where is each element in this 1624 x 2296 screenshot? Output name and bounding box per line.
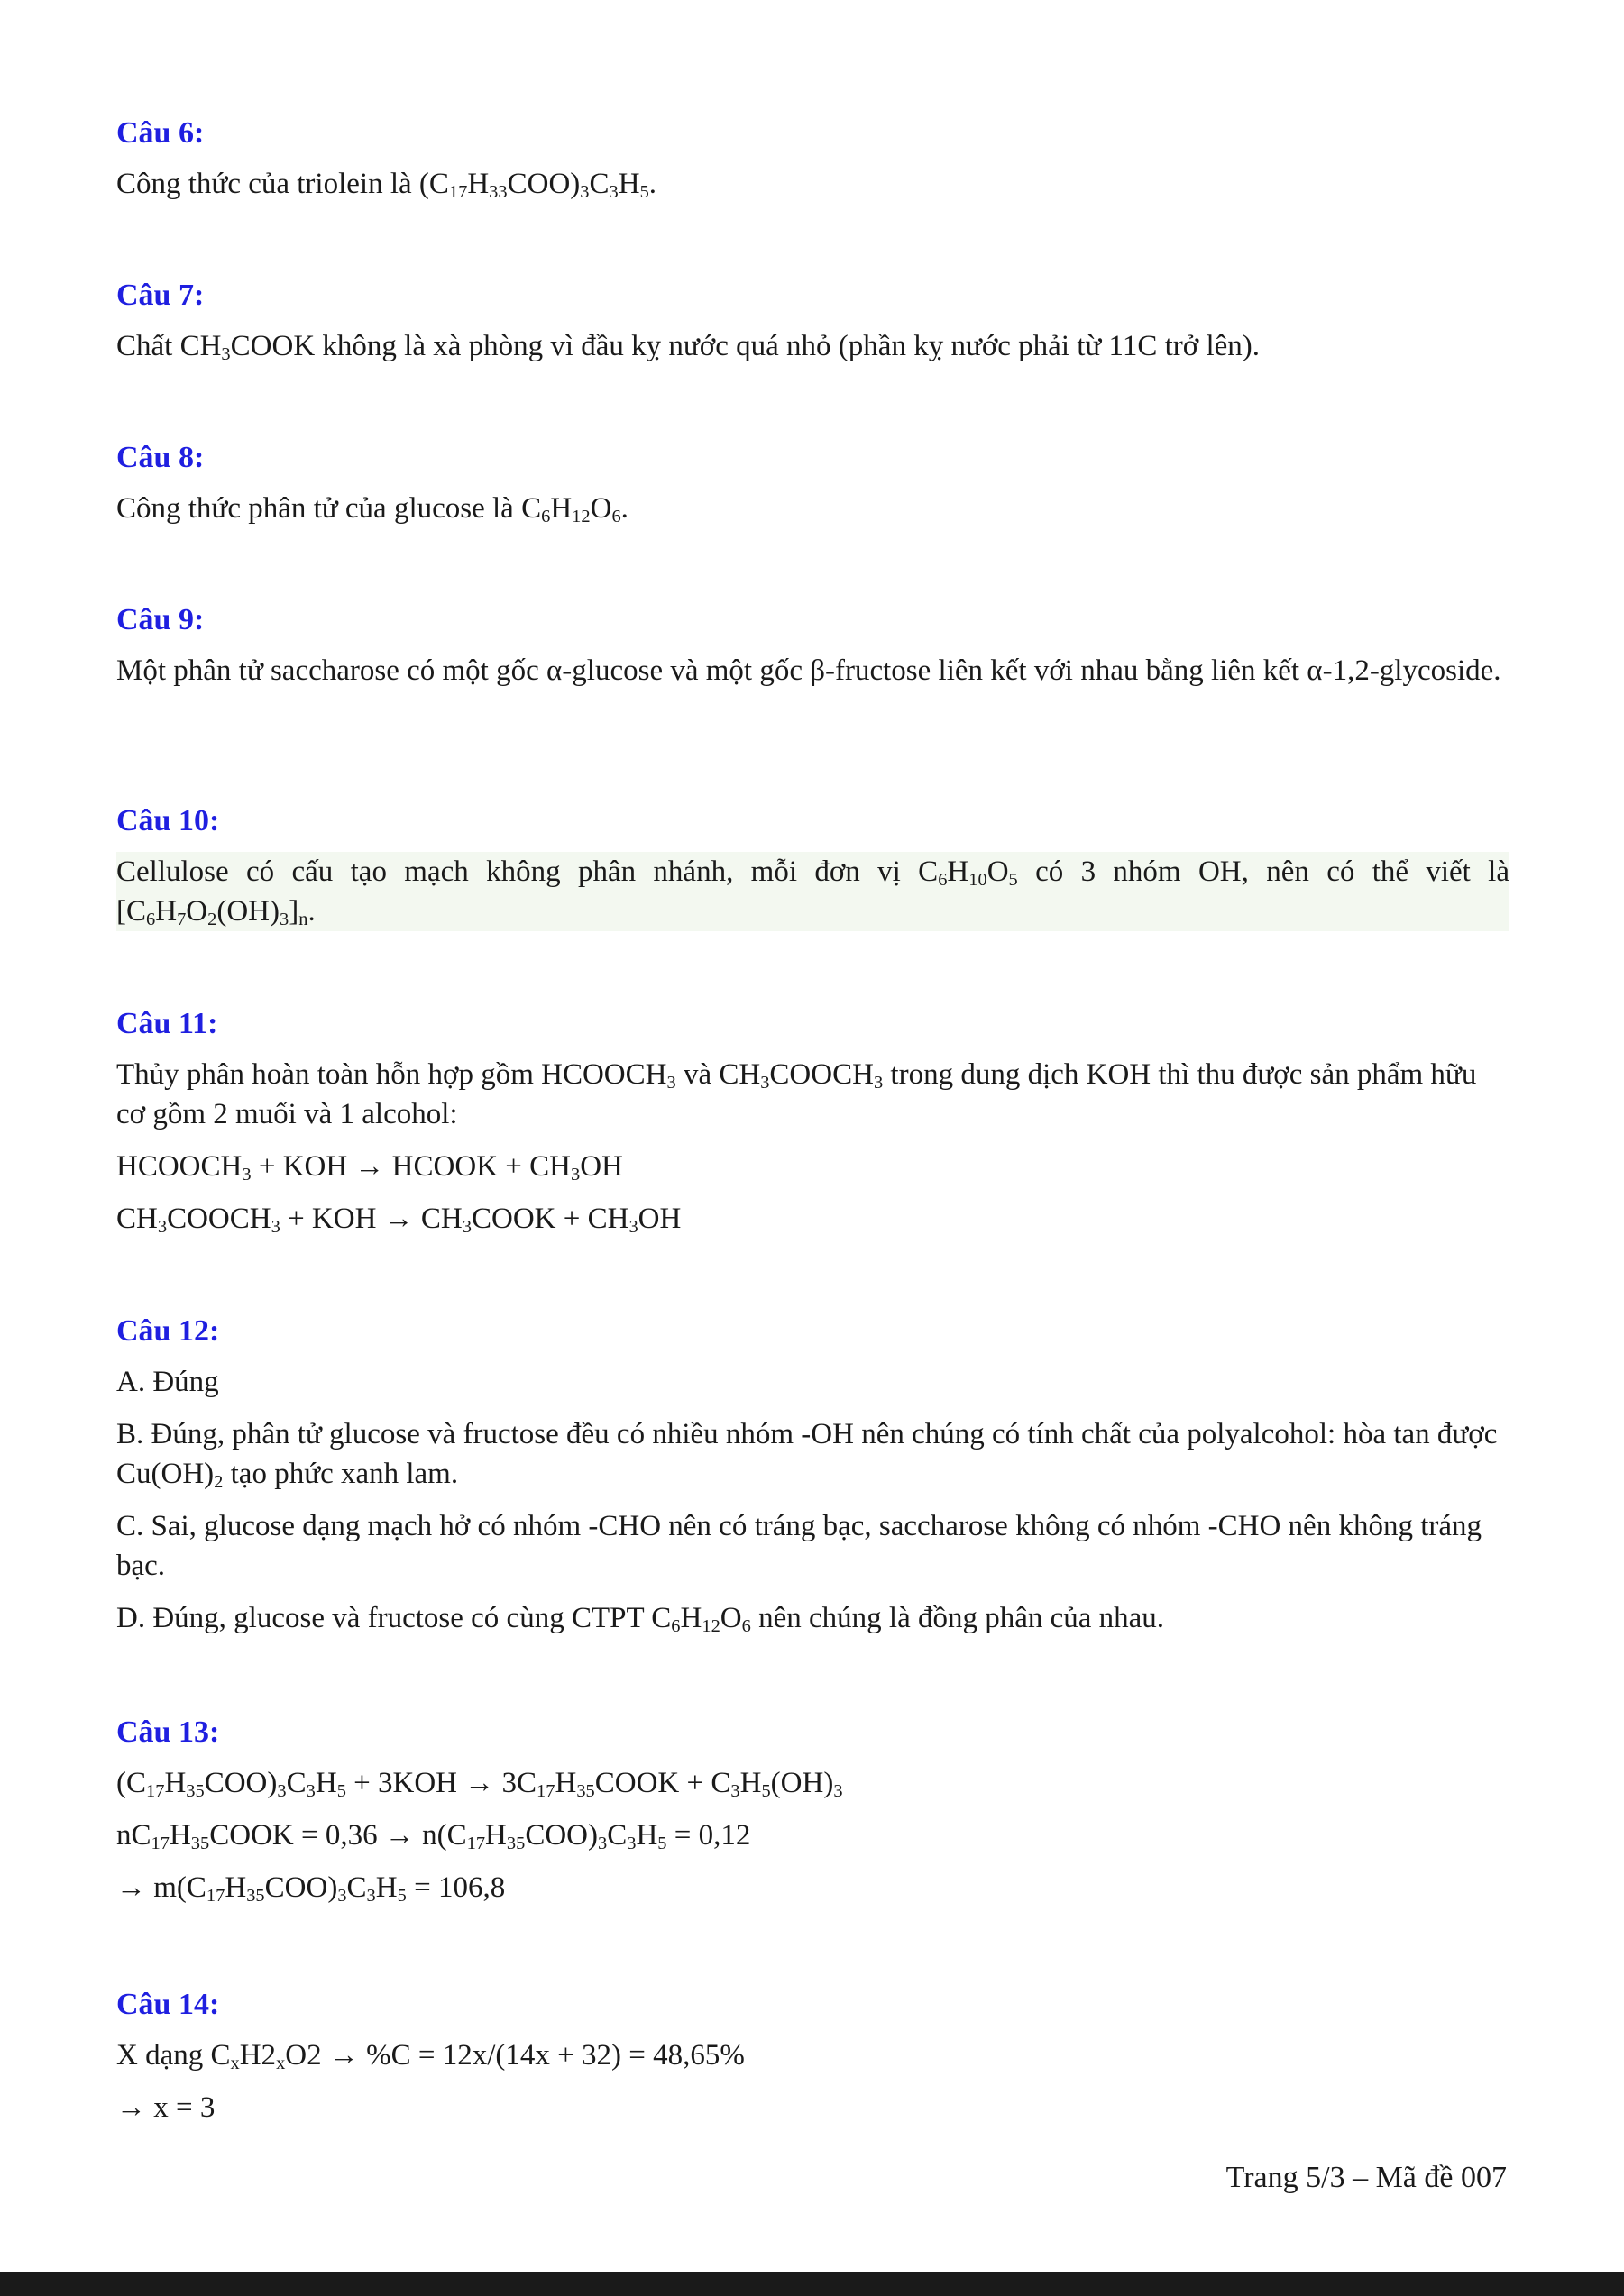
calculation-line: → $m(C_{17}H_{35}COO)_3C_3H_5 = 106,8$ <box>116 1871 506 1907</box>
reaction-equation: $CH_3COOCH_3$ + KOH → $CH_3COOK + CH_3OH$ <box>116 1203 682 1238</box>
question-14 <box>116 1987 1509 2127</box>
question-title: Câu 10: <box>116 804 220 837</box>
answer-content <box>116 115 1509 2127</box>
question-text: Cellulose có cấu tạo mạch không phân nhánh, mỗi đơn vị $C_6H_{10}O_5$ có 3 nhóm OH, nên có thể viết là $[C_6H_7O_2(OH)_3]_n$. <box>116 852 1509 931</box>
calculation-line: → x = 3 <box>116 2091 216 2124</box>
question-title: Câu 13: <box>116 1715 220 1749</box>
statement-c: C. Sai, glucose dạng mạch hở có nhóm -CHO nên có tráng bạc, saccharose không có nhóm -CHO nên không tráng bạc. <box>116 1510 1482 1582</box>
question-title: Câu 11: <box>116 1007 218 1040</box>
question-8 <box>116 440 1509 602</box>
question-text: Thủy phân hoàn toàn hỗn hợp gồm $HCOOCH_3$ và $CH_3COOCH_3$ trong dung dịch KOH thì thu được sản phẩm hữu cơ gồm 2 muối và 1 alcohol: <box>116 1058 1477 1130</box>
question-6 <box>116 115 1509 278</box>
question-text: Công thức phân tử của glucose là $C_6H_{12}O_6$. <box>116 492 628 527</box>
statement-b: B. Đúng, phân tử glucose và fructose đều có nhiều nhóm -OH nên chúng có tính chất của polyalcohol: hòa tan được $Cu(OH)_2$ tạo phức xanh lam. <box>116 1418 1498 1493</box>
calculation-line: $nC_{17}H_{35}COOK = 0,36 \to n(C_{17}H_{35}COO)_3C_3H_5 = 0,12$ <box>116 1819 751 1854</box>
bottom-edge <box>0 2272 1624 2296</box>
question-title: Câu 6: <box>116 116 205 150</box>
page-footer: Trang 5/3 – Mã đề 007 <box>1225 2161 1507 2194</box>
question-text: Chất $CH_3COOK$ không là xà phòng vì đầu kỵ nước quá nhỏ (phần kỵ nước phải từ 11C trở lên). <box>116 330 1260 365</box>
question-title: Câu 8: <box>116 441 205 474</box>
question-9 <box>116 602 1509 803</box>
question-title: Câu 7: <box>116 279 205 312</box>
question-13 <box>116 1715 1509 1987</box>
question-text: Công thức của triolein là $(C_{17}H_{33}COO)_3C_3H_5$. <box>116 168 657 203</box>
reaction-equation: $HCOOCH_3$ + KOH → HCOOK + $CH_3OH$ <box>116 1150 623 1185</box>
calculation-line: X dạng $C_xH2_xO2 \to \%C = 12x/(14x + 32) = 48,65\%$ <box>116 2039 745 2074</box>
question-10 <box>116 803 1509 1006</box>
question-title: Câu 14: <box>116 1988 220 2021</box>
question-text: Một phân tử saccharose có một gốc α-glucose và một gốc β-fructose liên kết với nhau bằng liên kết α-1,2-glycoside. <box>116 654 1501 687</box>
statement-d: D. Đúng, glucose và fructose có cùng CTPT $C_6H_{12}O_6$ nên chúng là đồng phân của nhau. <box>116 1602 1165 1637</box>
statement-a: A. Đúng <box>116 1366 219 1398</box>
question-title: Câu 12: <box>116 1314 220 1348</box>
question-title: Câu 9: <box>116 603 205 636</box>
question-7 <box>116 278 1509 440</box>
reaction-equation: $(C_{17}H_{35}COO)_3C_3H_5 + 3KOH$ → $3C_{17}H_{35}COOK + C_3H_5(OH)_3$ <box>116 1767 843 1802</box>
question-11 <box>116 1006 1509 1313</box>
question-12 <box>116 1313 1509 1715</box>
